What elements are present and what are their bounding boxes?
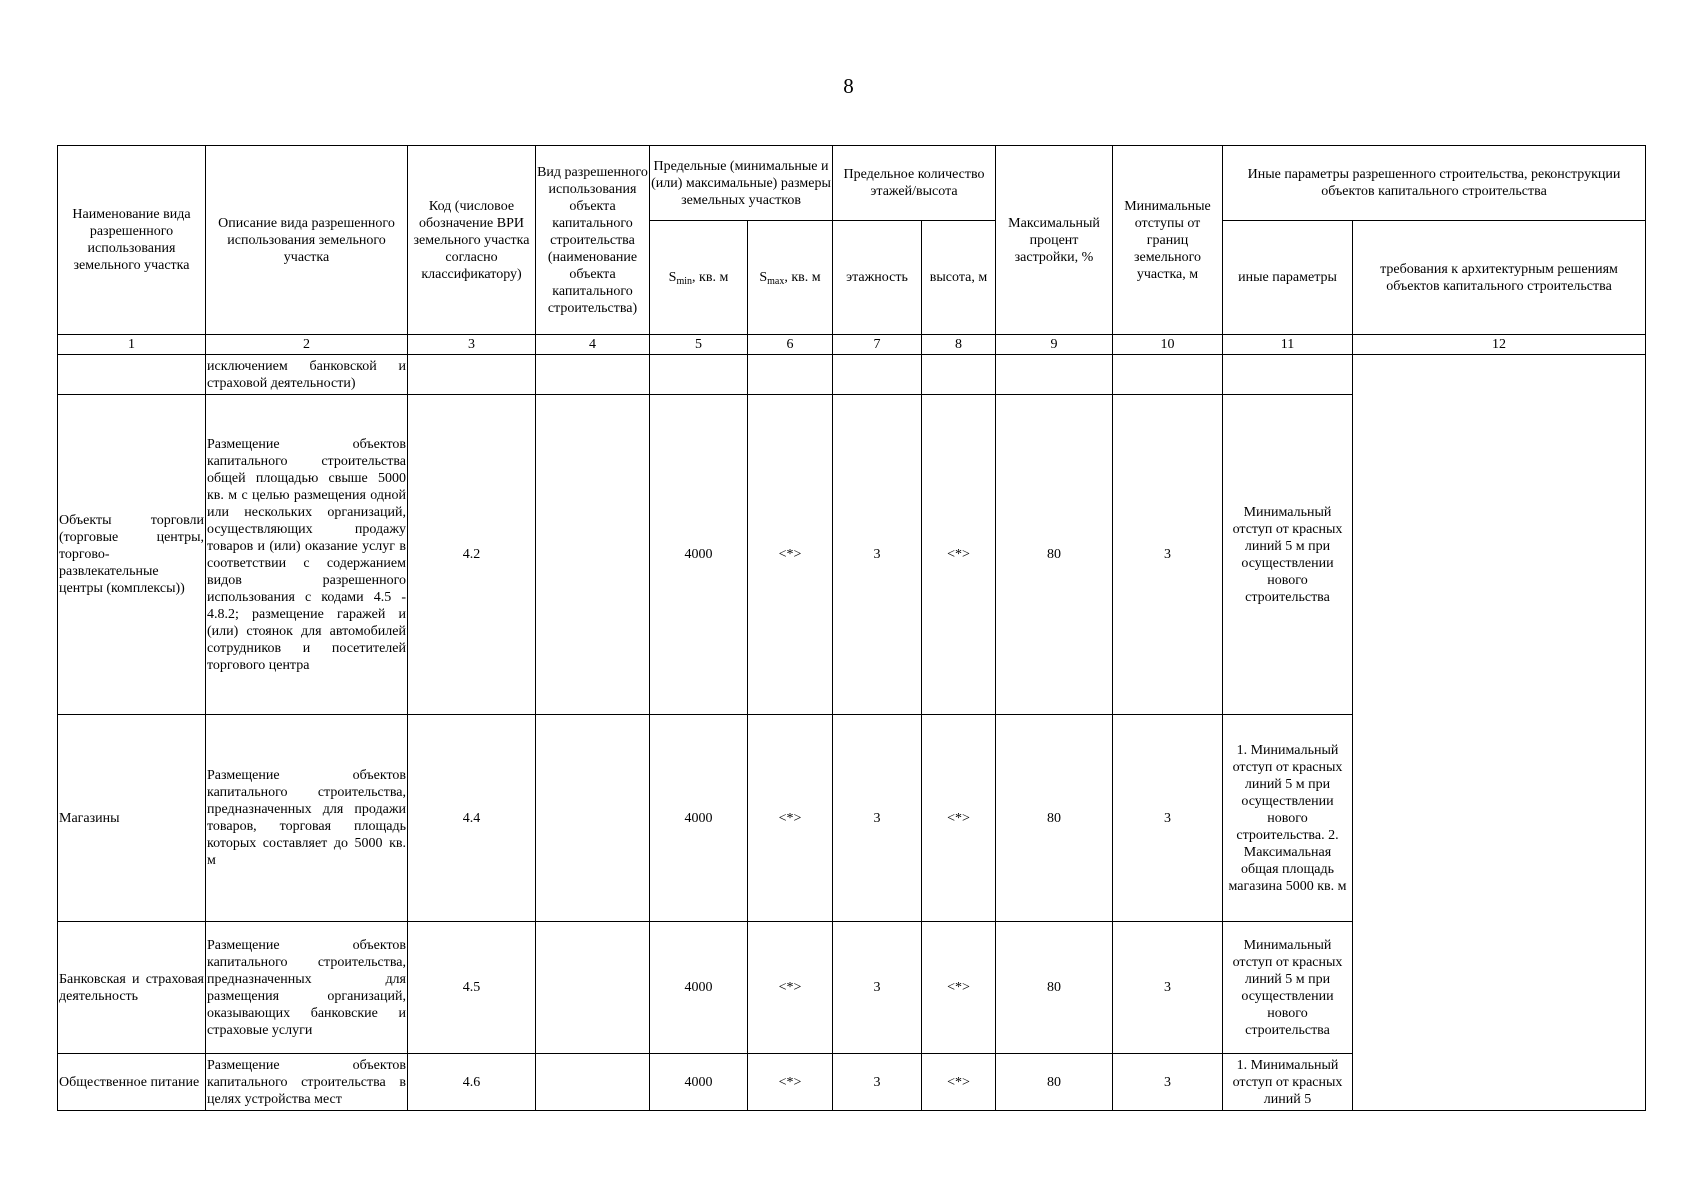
column-number: 5 bbox=[650, 335, 748, 355]
cell-floors: 3 bbox=[833, 922, 922, 1054]
cell-code: 4.5 bbox=[408, 922, 536, 1054]
cell-other: 1. Минимальный отступ от красных линий 5 bbox=[1223, 1054, 1353, 1111]
cell-smin: 4000 bbox=[650, 715, 748, 922]
cell-percent: 80 bbox=[996, 715, 1113, 922]
header-land-use-description: Описание вида разрешенного использования земельного участка bbox=[206, 146, 408, 335]
header-plot-size-group: Предельные (минимальные и (или) максимальные) размеры земельных участков bbox=[650, 146, 833, 221]
cell-other bbox=[1223, 355, 1353, 395]
cell-smin: 4000 bbox=[650, 922, 748, 1054]
cell-kind bbox=[536, 355, 650, 395]
cell-other: 1. Минимальный отступ от красных линий 5 м при осуществлении нового строительства. 2. Максимальная общая площадь магазина 5000 кв. м bbox=[1223, 715, 1353, 922]
header-floors: этажность bbox=[833, 221, 922, 335]
cell-smin: 4000 bbox=[650, 395, 748, 715]
cell-name: Объекты торговли (торговые центры, торгово-развлекательные центры (комплексы)) bbox=[58, 395, 206, 715]
header-other-parameters-group: Иные параметры разрешенного строительства, реконструкции объектов капитального строительства bbox=[1223, 146, 1646, 221]
column-number: 6 bbox=[748, 335, 833, 355]
cell-description: Размещение объектов капитального строительства в целях устройства мест bbox=[206, 1054, 408, 1111]
cell-smin: 4000 bbox=[650, 1054, 748, 1111]
column-number: 4 bbox=[536, 335, 650, 355]
cell-description: исключением банковской и страховой деятельности) bbox=[206, 355, 408, 395]
cell-height: <*> bbox=[922, 922, 996, 1054]
cell-floors: 3 bbox=[833, 1054, 922, 1111]
column-number: 12 bbox=[1353, 335, 1646, 355]
cell-other: Минимальный отступ от красных линий 5 м при осуществлении нового строительства bbox=[1223, 395, 1353, 715]
header-other-parameters: иные параметры bbox=[1223, 221, 1353, 335]
cell-kind bbox=[536, 395, 650, 715]
cell-code: 4.6 bbox=[408, 1054, 536, 1111]
cell-floors: 3 bbox=[833, 715, 922, 922]
cell-setback: 3 bbox=[1113, 922, 1223, 1054]
column-number: 3 bbox=[408, 335, 536, 355]
cell-description: Размещение объектов капитального строительства общей площадью свыше 5000 кв. м с целью размещения одной или нескольких организаций, осуществляющих продажу товаров и (или) оказание услуг в соответствии с содержанием видов разрешенного использования с кодами 4.5 - 4.8.2; размещение гаражей и (или) стоянок для автомобилей сотрудников и посетителей торгового центра bbox=[206, 395, 408, 715]
cell-smax: <*> bbox=[748, 1054, 833, 1111]
cell-smax: <*> bbox=[748, 922, 833, 1054]
column-number: 9 bbox=[996, 335, 1113, 355]
column-number: 1 bbox=[58, 335, 206, 355]
header-min-setbacks: Минимальные отступы от границ земельного участка, м bbox=[1113, 146, 1223, 335]
header-smax: $S_{max}$, кв. м bbox=[748, 221, 833, 335]
column-numbers-row bbox=[58, 335, 1646, 355]
cell-percent: 80 bbox=[996, 1054, 1113, 1111]
table-header bbox=[58, 146, 1646, 355]
column-number: 8 bbox=[922, 335, 996, 355]
page-number: 8 bbox=[843, 74, 854, 98]
cell-kind bbox=[536, 922, 650, 1054]
header-building-use-kind: Вид разрешенного использования объекта капитального строительства (наименование объекта капитального строительства) bbox=[536, 146, 650, 335]
cell-architecture-requirements bbox=[1353, 355, 1646, 1111]
header-max-building-percent: Максимальный процент застройки, % bbox=[996, 146, 1113, 335]
cell-description: Размещение объектов капитального строительства, предназначенных для продажи товаров, торговая площадь которых составляет до 5000 кв. м bbox=[206, 715, 408, 922]
header-architecture-requirements: требования к архитектурным решениям объектов капитального строительства bbox=[1353, 221, 1646, 335]
cell-smax bbox=[748, 355, 833, 395]
cell-percent: 80 bbox=[996, 395, 1113, 715]
cell-name: Магазины bbox=[58, 715, 206, 922]
table-row bbox=[58, 355, 1646, 395]
header-smin: $S_{min}$, кв. м bbox=[650, 221, 748, 335]
cell-description: Размещение объектов капитального строительства, предназначенных для размещения организаций, оказывающих банковские и страховые услуги bbox=[206, 922, 408, 1054]
cell-height: <*> bbox=[922, 395, 996, 715]
header-code: Код (числовое обозначение ВРИ земельного участка согласно классификатору) bbox=[408, 146, 536, 335]
cell-percent: 80 bbox=[996, 922, 1113, 1054]
cell-kind bbox=[536, 715, 650, 922]
cell-name: Общественное питание bbox=[58, 1054, 206, 1111]
cell-height: <*> bbox=[922, 715, 996, 922]
cell-percent bbox=[996, 355, 1113, 395]
cell-kind bbox=[536, 1054, 650, 1111]
cell-floors bbox=[833, 355, 922, 395]
cell-setback: 3 bbox=[1113, 395, 1223, 715]
cell-smax: <*> bbox=[748, 715, 833, 922]
cell-setback bbox=[1113, 355, 1223, 395]
cell-floors: 3 bbox=[833, 395, 922, 715]
cell-setback: 3 bbox=[1113, 715, 1223, 922]
cell-code: 4.2 bbox=[408, 395, 536, 715]
cell-height bbox=[922, 355, 996, 395]
table-body bbox=[58, 355, 1646, 1111]
header-floors-height-group: Предельное количество этажей/высота bbox=[833, 146, 996, 221]
cell-height: <*> bbox=[922, 1054, 996, 1111]
cell-smin bbox=[650, 355, 748, 395]
regulations-table bbox=[57, 145, 1646, 1111]
cell-name bbox=[58, 355, 206, 395]
header-land-use-name: Наименование вида разрешенного использования земельного участка bbox=[58, 146, 206, 335]
cell-code bbox=[408, 355, 536, 395]
column-number: 7 bbox=[833, 335, 922, 355]
column-number: 10 bbox=[1113, 335, 1223, 355]
column-number: 2 bbox=[206, 335, 408, 355]
cell-other: Минимальный отступ от красных линий 5 м при осуществлении нового строительства bbox=[1223, 922, 1353, 1054]
header-height: высота, м bbox=[922, 221, 996, 335]
column-number: 11 bbox=[1223, 335, 1353, 355]
cell-code: 4.4 bbox=[408, 715, 536, 922]
cell-setback: 3 bbox=[1113, 1054, 1223, 1111]
cell-smax: <*> bbox=[748, 395, 833, 715]
cell-name: Банковская и страховая деятельность bbox=[58, 922, 206, 1054]
